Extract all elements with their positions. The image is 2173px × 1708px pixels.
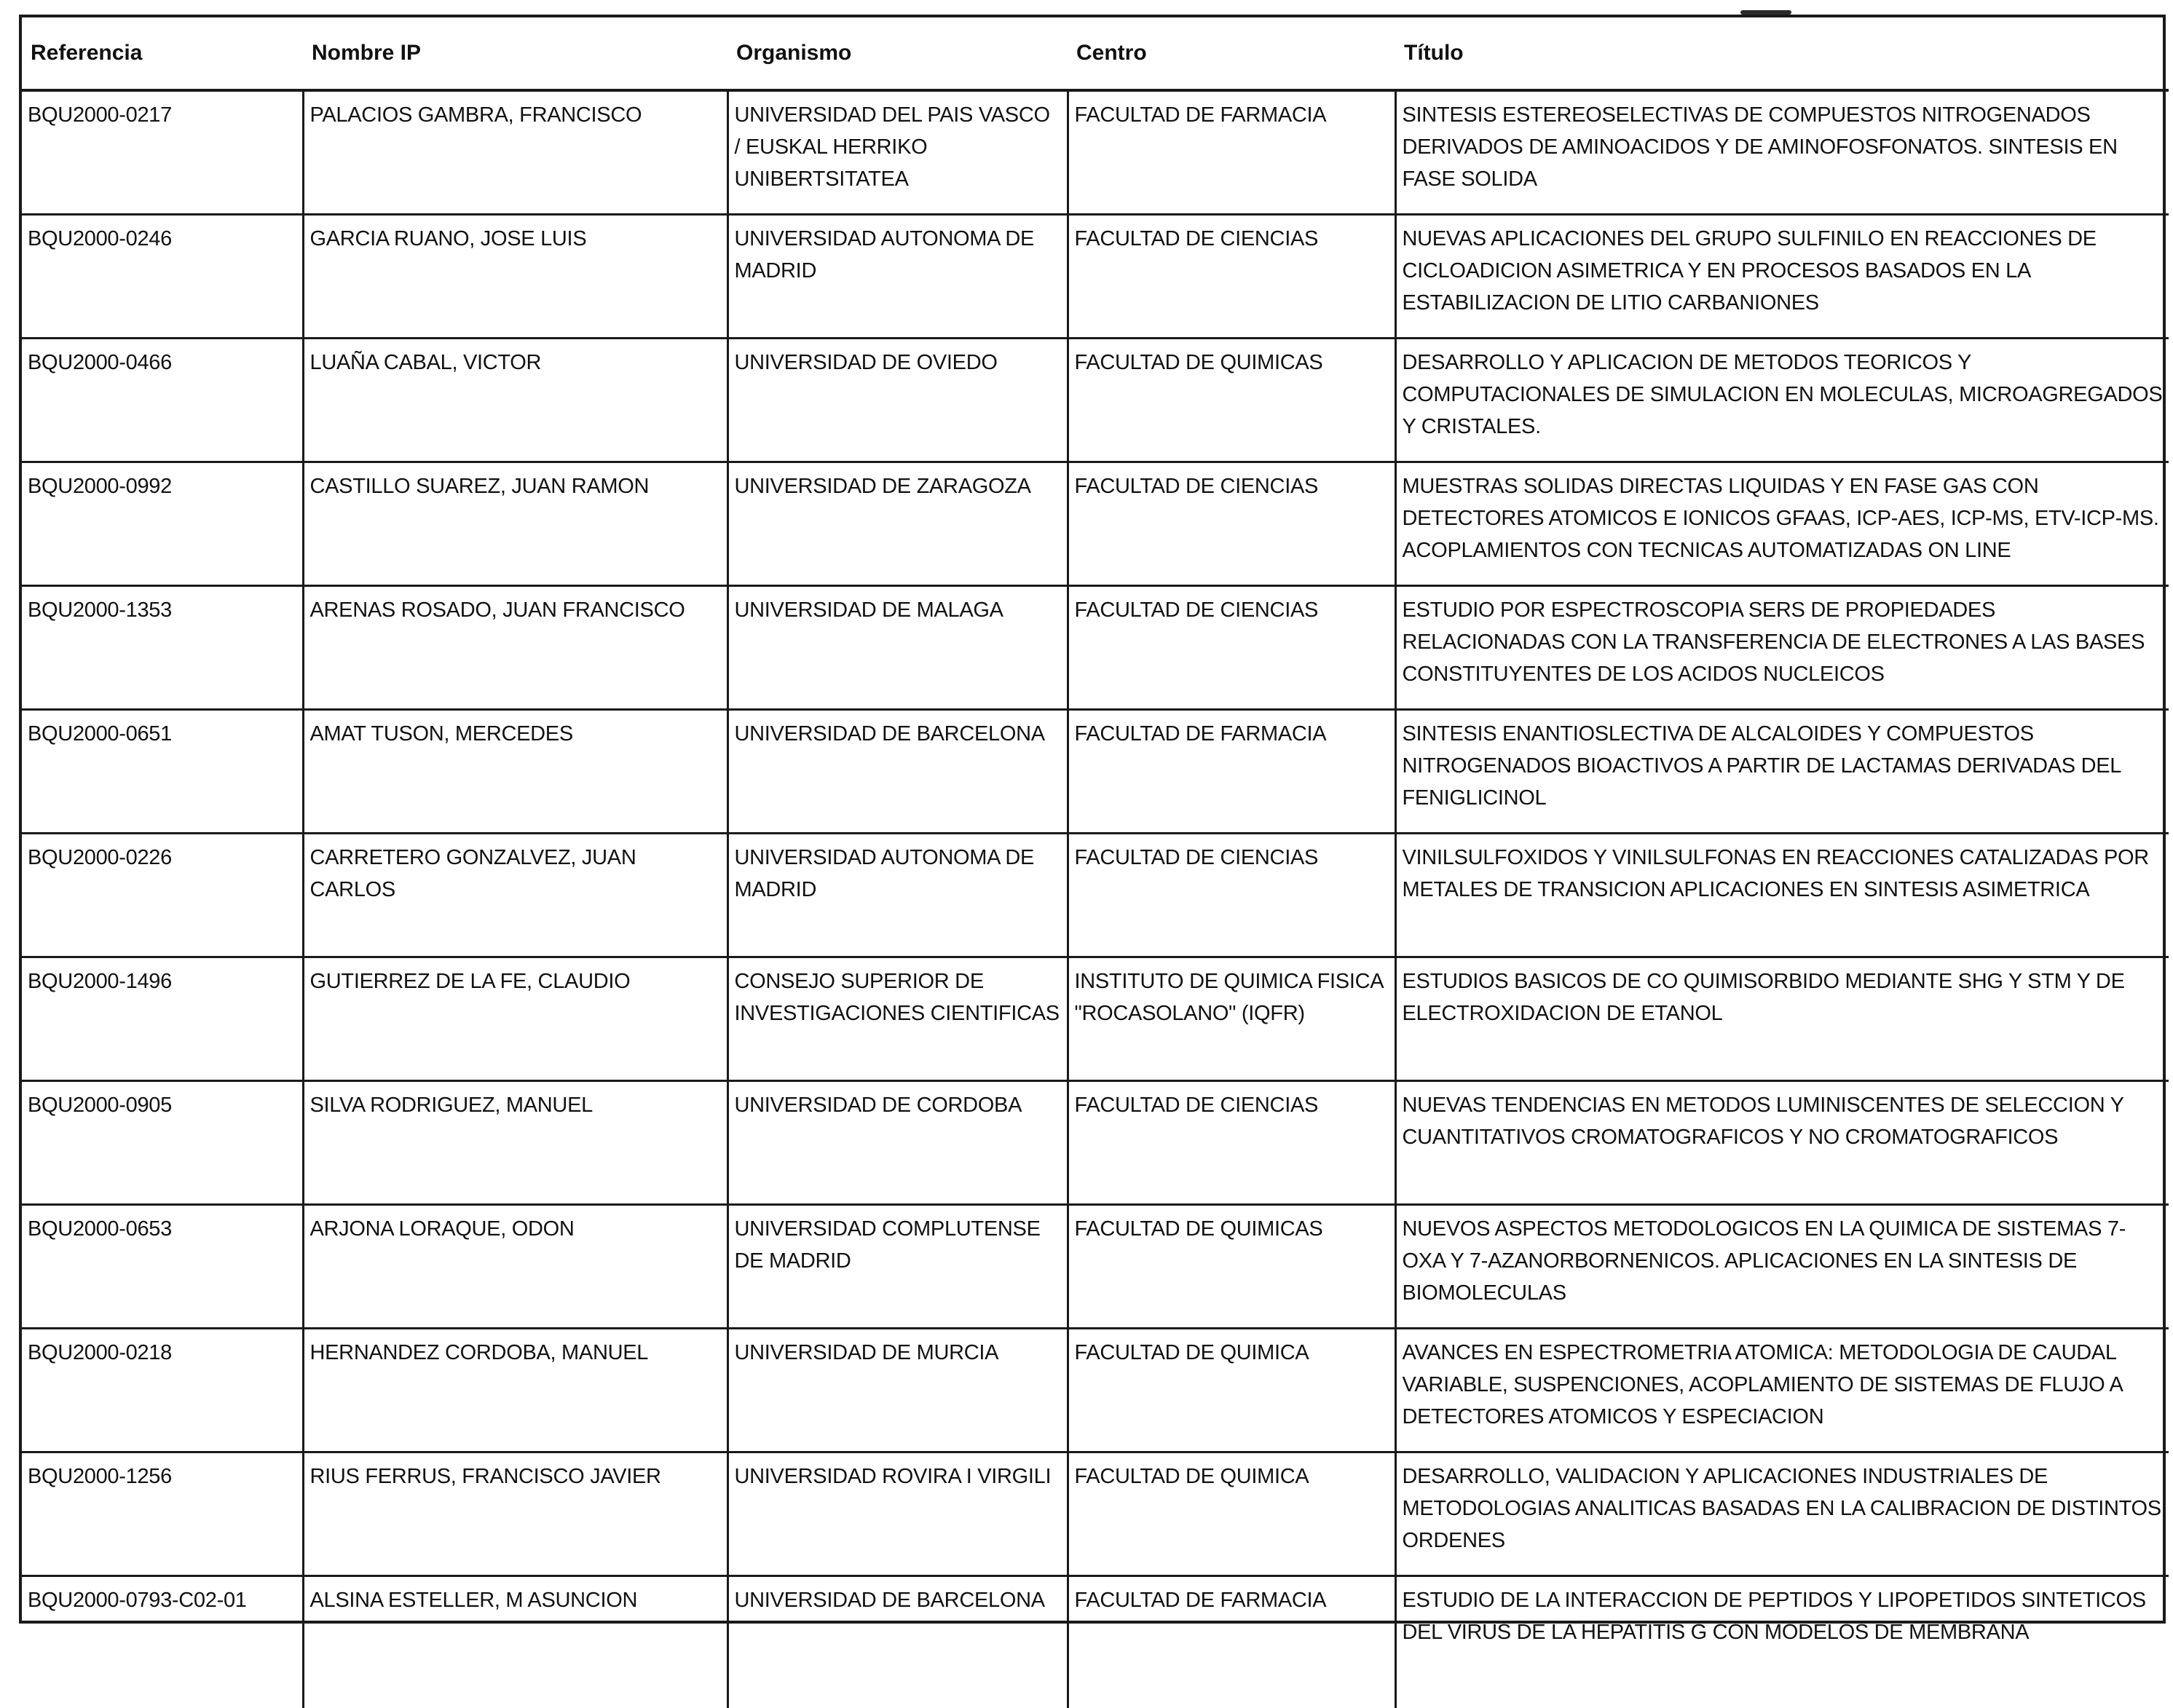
cell-organismo: UNIVERSIDAD DE CORDOBA [727, 1081, 1068, 1205]
cell-centro: FACULTAD DE CIENCIAS [1068, 215, 1395, 339]
cell-nombre-ip: ARENAS ROSADO, JUAN FRANCISCO [303, 586, 727, 710]
cell-referencia: BQU2000-0246 [22, 215, 303, 339]
cell-organismo: UNIVERSIDAD DE ZARAGOZA [727, 462, 1068, 586]
cell-centro: FACULTAD DE QUIMICA [1068, 1452, 1395, 1576]
table-row [22, 586, 2169, 710]
header-centro: Centro [1068, 17, 1395, 90]
cell-centro: INSTITUTO DE QUIMICA FISICA "ROCASOLANO" (IQFR) [1068, 957, 1395, 1081]
header-titulo: Título [1395, 17, 2169, 90]
table-row [22, 834, 2169, 957]
cell-organismo: UNIVERSIDAD DE MALAGA [727, 586, 1068, 710]
cell-titulo: SINTESIS ENANTIOSLECTIVA DE ALCALOIDES Y COMPUESTOS NITROGENADOS BIOACTIVOS A PARTIR DE LACTAMAS DERIVADAS DEL FENIGLICINOL [1395, 710, 2169, 834]
table-row [22, 1081, 2169, 1205]
cell-nombre-ip: RIUS FERRUS, FRANCISCO JAVIER [303, 1452, 727, 1576]
cell-organismo: UNIVERSIDAD AUTONOMA DE MADRID [727, 834, 1068, 957]
cell-referencia: BQU2000-1496 [22, 957, 303, 1081]
cell-titulo: NUEVAS TENDENCIAS EN METODOS LUMINISCENTES DE SELECCION Y CUANTITATIVOS CROMATOGRAFICOS Y NO CROMATOGRAFICOS [1395, 1081, 2169, 1205]
document-page [19, 15, 2166, 1624]
cell-nombre-ip: LUAÑA CABAL, VICTOR [303, 339, 727, 462]
cell-nombre-ip: GARCIA RUANO, JOSE LUIS [303, 215, 727, 339]
cell-centro: FACULTAD DE CIENCIAS [1068, 834, 1395, 957]
cell-centro: FACULTAD DE QUIMICAS [1068, 1205, 1395, 1329]
cell-nombre-ip: PALACIOS GAMBRA, FRANCISCO [303, 90, 727, 215]
cell-nombre-ip: AMAT TUSON, MERCEDES [303, 710, 727, 834]
table-row [22, 215, 2169, 339]
table-row [22, 1452, 2169, 1576]
cell-organismo: UNIVERSIDAD DEL PAIS VASCO / EUSKAL HERRIKO UNIBERTSITATEA [727, 90, 1068, 215]
cell-referencia: BQU2000-1256 [22, 1452, 303, 1576]
cell-organismo: UNIVERSIDAD AUTONOMA DE MADRID [727, 215, 1068, 339]
table-row [22, 462, 2169, 586]
cell-nombre-ip: HERNANDEZ CORDOBA, MANUEL [303, 1329, 727, 1452]
cell-centro: FACULTAD DE FARMACIA [1068, 710, 1395, 834]
cell-titulo: DESARROLLO Y APLICACION DE METODOS TEORICOS Y COMPUTACIONALES DE SIMULACION EN MOLECULAS, MICROAGREGADOS Y CRISTALES. [1395, 339, 2169, 462]
table-body [22, 90, 2169, 1708]
table-row [22, 957, 2169, 1081]
cell-referencia: BQU2000-0217 [22, 90, 303, 215]
cell-titulo: DESARROLLO, VALIDACION Y APLICACIONES INDUSTRIALES DE METODOLOGIAS ANALITICAS BASADAS EN LA CALIBRACION DE DISTINTOS ORDENES [1395, 1452, 2169, 1576]
cell-referencia: BQU2000-0793-C02-01 [22, 1576, 303, 1708]
table-row [22, 339, 2169, 462]
cell-organismo: CONSEJO SUPERIOR DE INVESTIGACIONES CIENTIFICAS [727, 957, 1068, 1081]
table-row [22, 1205, 2169, 1329]
cell-organismo: UNIVERSIDAD COMPLUTENSE DE MADRID [727, 1205, 1068, 1329]
cell-referencia: BQU2000-0992 [22, 462, 303, 586]
cell-nombre-ip: ALSINA ESTELLER, M ASUNCION [303, 1576, 727, 1708]
table-row [22, 1329, 2169, 1452]
table-row [22, 710, 2169, 834]
cell-nombre-ip: GUTIERREZ DE LA FE, CLAUDIO [303, 957, 727, 1081]
cell-centro: FACULTAD DE QUIMICAS [1068, 339, 1395, 462]
cell-organismo: UNIVERSIDAD DE BARCELONA [727, 710, 1068, 834]
table-header-row [22, 17, 2169, 90]
cell-organismo: UNIVERSIDAD ROVIRA I VIRGILI [727, 1452, 1068, 1576]
cell-referencia: BQU2000-1353 [22, 586, 303, 710]
cell-referencia: BQU2000-0218 [22, 1329, 303, 1452]
cell-centro: FACULTAD DE CIENCIAS [1068, 462, 1395, 586]
cell-titulo: AVANCES EN ESPECTROMETRIA ATOMICA: METODOLOGIA DE CAUDAL VARIABLE, SUSPENCIONES, ACOPLAMIENTO DE SISTEMAS DE FLUJO A DETECTORES ATOMICOS Y ESPECIACION [1395, 1329, 2169, 1452]
projects-table [22, 17, 2169, 1708]
header-referencia: Referencia [22, 17, 303, 90]
cell-titulo: ESTUDIO DE LA INTERACCION DE PEPTIDOS Y LIPOPETIDOS SINTETICOS DEL VIRUS DE LA HEPATITIS G CON MODELOS DE MEMBRANA [1395, 1576, 2169, 1708]
cell-referencia: BQU2000-0651 [22, 710, 303, 834]
table-row [22, 90, 2169, 215]
cell-nombre-ip: CARRETERO GONZALVEZ, JUAN CARLOS [303, 834, 727, 957]
cell-centro: FACULTAD DE QUIMICA [1068, 1329, 1395, 1452]
cell-centro: FACULTAD DE FARMACIA [1068, 90, 1395, 215]
cell-centro: FACULTAD DE CIENCIAS [1068, 586, 1395, 710]
cell-organismo: UNIVERSIDAD DE OVIEDO [727, 339, 1068, 462]
cell-organismo: UNIVERSIDAD DE MURCIA [727, 1329, 1068, 1452]
cell-nombre-ip: CASTILLO SUAREZ, JUAN RAMON [303, 462, 727, 586]
cell-titulo: VINILSULFOXIDOS Y VINILSULFONAS EN REACCIONES CATALIZADAS POR METALES DE TRANSICION APLICACIONES EN SINTESIS ASIMETRICA [1395, 834, 2169, 957]
cell-organismo: UNIVERSIDAD DE BARCELONA [727, 1576, 1068, 1708]
cell-titulo: NUEVOS ASPECTOS METODOLOGICOS EN LA QUIMICA DE SISTEMAS 7-OXA Y 7-AZANORBORNENICOS. APLICACIONES EN LA SINTESIS DE BIOMOLECULAS [1395, 1205, 2169, 1329]
cell-centro: FACULTAD DE FARMACIA [1068, 1576, 1395, 1708]
header-organismo: Organismo [727, 17, 1068, 90]
cell-titulo: ESTUDIO POR ESPECTROSCOPIA SERS DE PROPIEDADES RELACIONADAS CON LA TRANSFERENCIA DE ELECTRONES A LAS BASES CONSTITUYENTES DE LOS ACIDOS NUCLEICOS [1395, 586, 2169, 710]
cell-centro: FACULTAD DE CIENCIAS [1068, 1081, 1395, 1205]
table-row [22, 1576, 2169, 1708]
cell-nombre-ip: SILVA RODRIGUEZ, MANUEL [303, 1081, 727, 1205]
cell-referencia: BQU2000-0905 [22, 1081, 303, 1205]
cell-titulo: ESTUDIOS BASICOS DE CO QUIMISORBIDO MEDIANTE SHG Y STM Y DE ELECTROXIDACION DE ETANOL [1395, 957, 2169, 1081]
cell-nombre-ip: ARJONA LORAQUE, ODON [303, 1205, 727, 1329]
cell-referencia: BQU2000-0653 [22, 1205, 303, 1329]
cell-titulo: SINTESIS ESTEREOSELECTIVAS DE COMPUESTOS NITROGENADOS DERIVADOS DE AMINOACIDOS Y DE AMINOFOSFONATOS. SINTESIS EN FASE SOLIDA [1395, 90, 2169, 215]
cell-referencia: BQU2000-0466 [22, 339, 303, 462]
header-nombre-ip: Nombre IP [303, 17, 727, 90]
cell-titulo: NUEVAS APLICACIONES DEL GRUPO SULFINILO EN REACCIONES DE CICLOADICION ASIMETRICA Y EN PROCESOS BASADOS EN LA ESTABILIZACION DE LITIO CARBANIONES [1395, 215, 2169, 339]
cell-titulo: MUESTRAS SOLIDAS DIRECTAS LIQUIDAS Y EN FASE GAS CON DETECTORES ATOMICOS E IONICOS GFAAS, ICP-AES, ICP-MS, ETV-ICP-MS. ACOPLAMIENTOS CON TECNICAS AUTOMATIZADAS ON LINE [1395, 462, 2169, 586]
cell-referencia: BQU2000-0226 [22, 834, 303, 957]
